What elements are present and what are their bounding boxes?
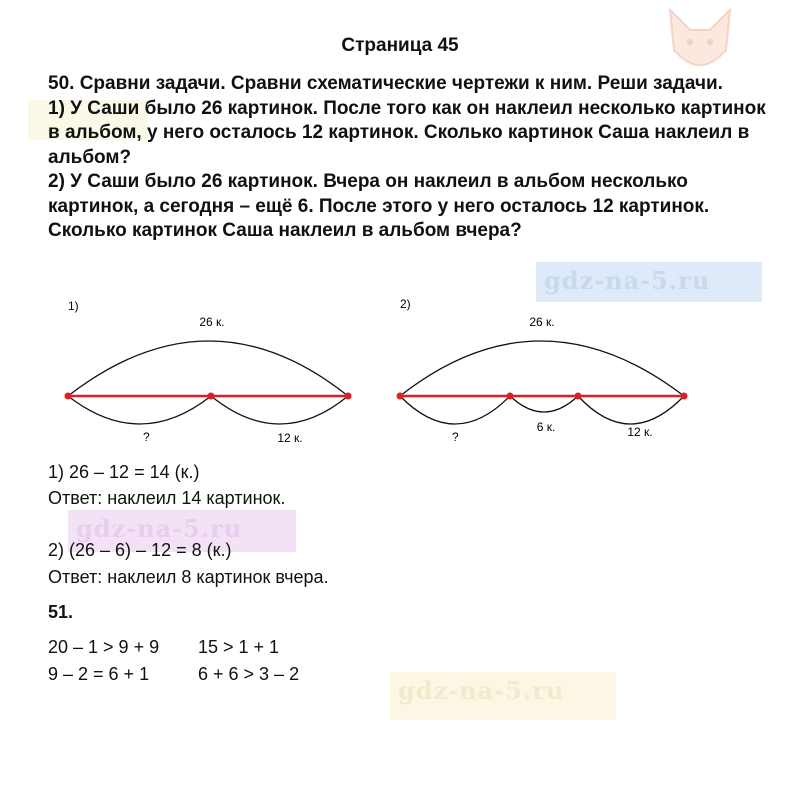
total-label: 26 к.	[199, 315, 225, 329]
unknown-arc	[400, 396, 510, 424]
answer-1: Ответ: наклеил 14 картинок.	[48, 488, 286, 508]
total-arc	[68, 341, 348, 396]
diagram-1	[40, 290, 380, 460]
inequality: 9 – 2 = 6 + 1	[48, 664, 150, 684]
watermark: gdz-na-5.ru	[536, 262, 762, 302]
part-arc	[211, 396, 348, 424]
segment-point	[345, 393, 352, 400]
diagram-2	[380, 290, 720, 460]
watermark: gdz-na-5.ru	[68, 510, 296, 552]
segment-point	[65, 393, 72, 400]
task-heading: 50. Сравни задачи. Сравни схематические чертежи к ним. Реши задачи.	[48, 73, 723, 94]
watermark: gdz-na-5.ru	[390, 672, 616, 720]
unknown-label: ?	[452, 430, 459, 444]
problem-2: 2) У Саши было 26 картинок. Вчера он наклеил в альбом несколько картинок, а сегодня – ещё 6. После этого у него осталось 12 картинок. Сколько картинок Саша наклеил в альбом вчера?	[48, 171, 710, 241]
diagram-number: 2)	[400, 297, 411, 311]
total-arc	[400, 341, 684, 396]
page-title: Страница 45	[341, 35, 459, 56]
inequality: 6 + 6 > 3 – 2	[198, 664, 300, 684]
solution-2: 2) (26 – 6) – 12 = 8 (к.)	[48, 540, 232, 560]
part-arc	[578, 396, 684, 424]
segment-point	[575, 393, 582, 400]
segment-point	[208, 393, 215, 400]
middle-arc	[510, 396, 578, 412]
unknown-arc	[68, 396, 211, 424]
total-label: 26 к.	[529, 315, 555, 329]
problem-1: 1) У Саши было 26 картинок. После того как он наклеил несколько картинок в альбом, у него осталось 12 картинок. Сколько картинок Саша наклеил в альбом?	[48, 97, 766, 168]
segment-point	[681, 393, 688, 400]
middle-label: 6 к.	[536, 420, 556, 434]
diagram-number: 1)	[68, 299, 79, 313]
part-label: 12 к.	[627, 425, 653, 439]
solution-1: 1) 26 – 12 = 14 (к.)	[48, 462, 200, 482]
task-50	[48, 72, 768, 244]
part-label: 12 к.	[277, 431, 303, 445]
answer-2: Ответ: наклеил 8 картинок вчера.	[48, 567, 329, 587]
task-51-heading: 51.	[48, 602, 74, 622]
segment-point	[507, 393, 514, 400]
segment-point	[397, 393, 404, 400]
inequality: 20 – 1 > 9 + 9	[48, 637, 160, 657]
inequality: 15 > 1 + 1	[198, 637, 280, 657]
unknown-label: ?	[143, 430, 150, 444]
